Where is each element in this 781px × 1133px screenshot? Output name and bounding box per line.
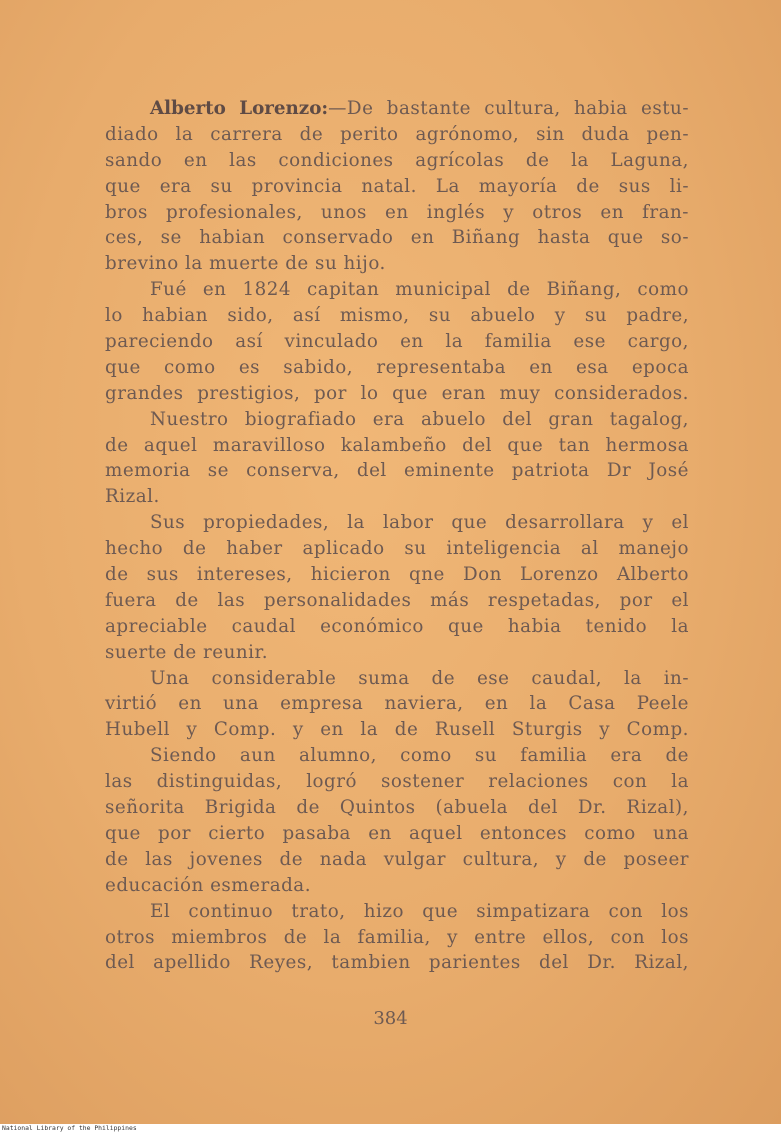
text-line: brevino la muerte de su hijo. <box>105 253 386 275</box>
text-line: ces, se habian conservado en Biñang hasta que so- <box>105 227 689 249</box>
text-line: diado la carrera de perito agrónomo, sin duda pen- <box>105 123 689 145</box>
text-line: que como es sabido, representaba en esa epoca <box>105 356 689 378</box>
text-line: educación esmerada. <box>105 874 312 896</box>
text-line: Nuestro biografiado era abuelo del gran tagalog, <box>150 408 689 430</box>
text-line: Alberto Lorenzo:—De bastante cultura, habia estu- <box>150 98 689 119</box>
text-line: Siendo aun alumno, como su familia era de <box>150 745 689 767</box>
text-line: virtió en una empresa naviera, en la Casa Peele <box>105 693 689 715</box>
entry-heading: Alberto Lorenzo: <box>150 98 329 119</box>
text-line: Fué en 1824 capitan municipal de Biñang, como <box>150 279 689 301</box>
text-line: señorita Brigida de Quintos (abuela del Dr. Rizal), <box>105 797 689 819</box>
text-line: las distinguidas, logró sostener relaciones con la <box>105 771 689 793</box>
body-text <box>105 96 689 976</box>
text-line: Hubell y Comp. y en la de Rusell Sturgis y Comp. <box>105 719 689 741</box>
text-line: pareciendo así vinculado en la familia ese cargo, <box>105 331 689 353</box>
text-line: que por cierto pasaba en aquel entonces como una <box>105 822 689 844</box>
text-line: fuera de las personalidades más respetadas, por el <box>105 589 689 611</box>
text-line: de sus intereses, hicieron qne Don Lorenzo Alberto <box>105 564 689 586</box>
text-line: de aquel maravilloso kalambeño del que tan hermosa <box>105 434 689 456</box>
text-line: lo habian sido, así mismo, su abuelo y su padre, <box>105 305 689 327</box>
text-line: suerte de reunir. <box>105 641 269 663</box>
text-line: Sus propiedades, la labor que desarrollara y el <box>150 512 689 534</box>
text-line: apreciable caudal económico que habia tenido la <box>105 615 689 637</box>
text-line: que era su provincia natal. La mayoría de sus li- <box>105 175 689 197</box>
library-credit: National Library of the Philippines <box>2 1124 137 1132</box>
text-line: otros miembros de la familia, y entre ellos, con los <box>105 926 689 948</box>
text-line: sando en las condiciones agrícolas de la Laguna, <box>105 149 689 171</box>
text-line: El continuo trato, hizo que simpatizara con los <box>150 900 689 922</box>
text-line: del apellido Reyes, tambien parientes del Dr. Rizal, <box>105 952 689 974</box>
text-line: Una considerable suma de ese caudal, la in- <box>150 667 689 689</box>
text-line: memoria se conserva, del eminente patriota Dr José <box>105 460 689 482</box>
text-line: Rizal. <box>105 486 160 508</box>
text-line: bros profesionales, unos en inglés y otros en fran- <box>105 201 689 223</box>
text-line: hecho de haber aplicado su inteligencia al manejo <box>105 538 689 560</box>
text-line: grandes prestigios, por lo que eran muy considerados. <box>105 382 689 404</box>
text-line: de las jovenes de nada vulgar cultura, y de poseer <box>105 848 689 870</box>
page-number: 384 <box>373 1008 408 1029</box>
